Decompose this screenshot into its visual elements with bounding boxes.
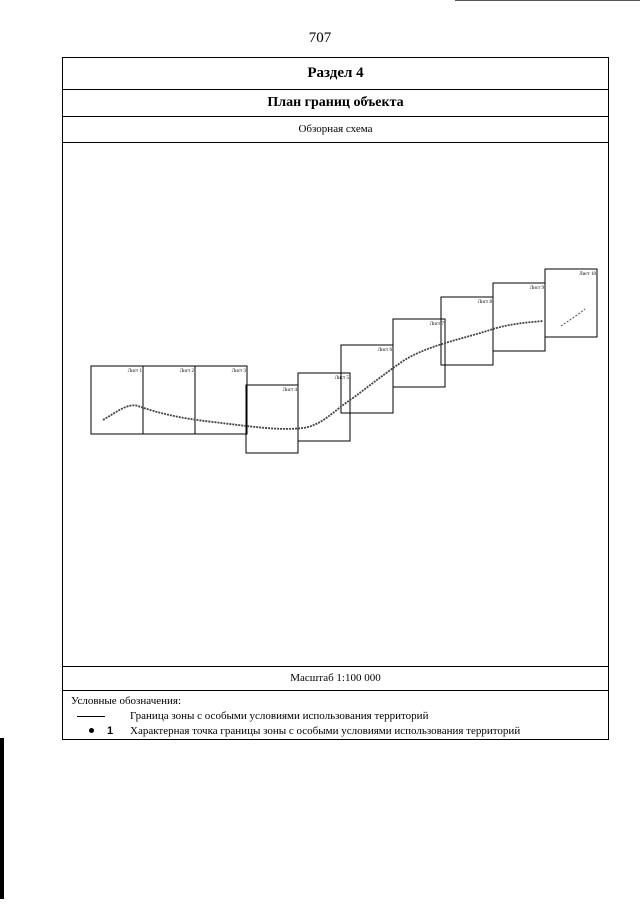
zone-boundary-line-end [561,309,585,326]
sheet-frame-9 [493,283,545,351]
dot-icon [89,728,94,733]
legend-item [63,724,608,738]
legend-item [63,709,608,723]
sheet-label-4: Лист 4 [282,388,297,393]
sheet-frames [91,269,597,453]
sheet-label-3: Лист 3 [231,369,246,374]
sheet-frame-4 [246,385,298,453]
sheet-label-10: Лист 10 [579,272,596,277]
legend-item-number: 1 [107,725,114,737]
sheet-label-2: Лист 2 [179,369,194,374]
zone-boundary-line [103,321,543,429]
page-number: 707 [308,30,332,46]
sheet-frame-1 [91,366,143,434]
sheet-label-8: Лист 8 [477,300,492,305]
section-title: Раздел 4 [63,58,608,90]
section-frame [62,57,609,740]
legend [63,691,608,739]
scan-edge-bar [0,738,4,899]
legend-item-text: Граница зоны с особыми условиями использования территорий [130,710,429,722]
sheet-frame-5 [298,373,350,441]
sheet-label-7: Лист 7 [429,322,444,327]
overview-map-svg [63,143,608,666]
sheet-label-9: Лист 9 [529,286,544,291]
top-rule [455,0,640,1]
section-subtitle: План границ объекта [63,90,608,117]
sheet-label-6: Лист 6 [377,348,392,353]
legend-title: Условные обозначения: [71,695,182,707]
sheet-frame-10 [545,269,597,337]
overview-map [63,143,608,667]
legend-item-text: Характерная точка границы зоны с особыми условиями использования территорий [130,725,521,737]
sheet-label-5: Лист 5 [334,376,349,381]
line-icon [77,716,105,717]
schema-caption: Обзорная схема [63,117,608,143]
map-scale: Масштаб 1:100 000 [63,666,608,691]
sheet-label-1: Лист 1 [127,369,142,374]
sheet-frame-2 [143,366,195,434]
